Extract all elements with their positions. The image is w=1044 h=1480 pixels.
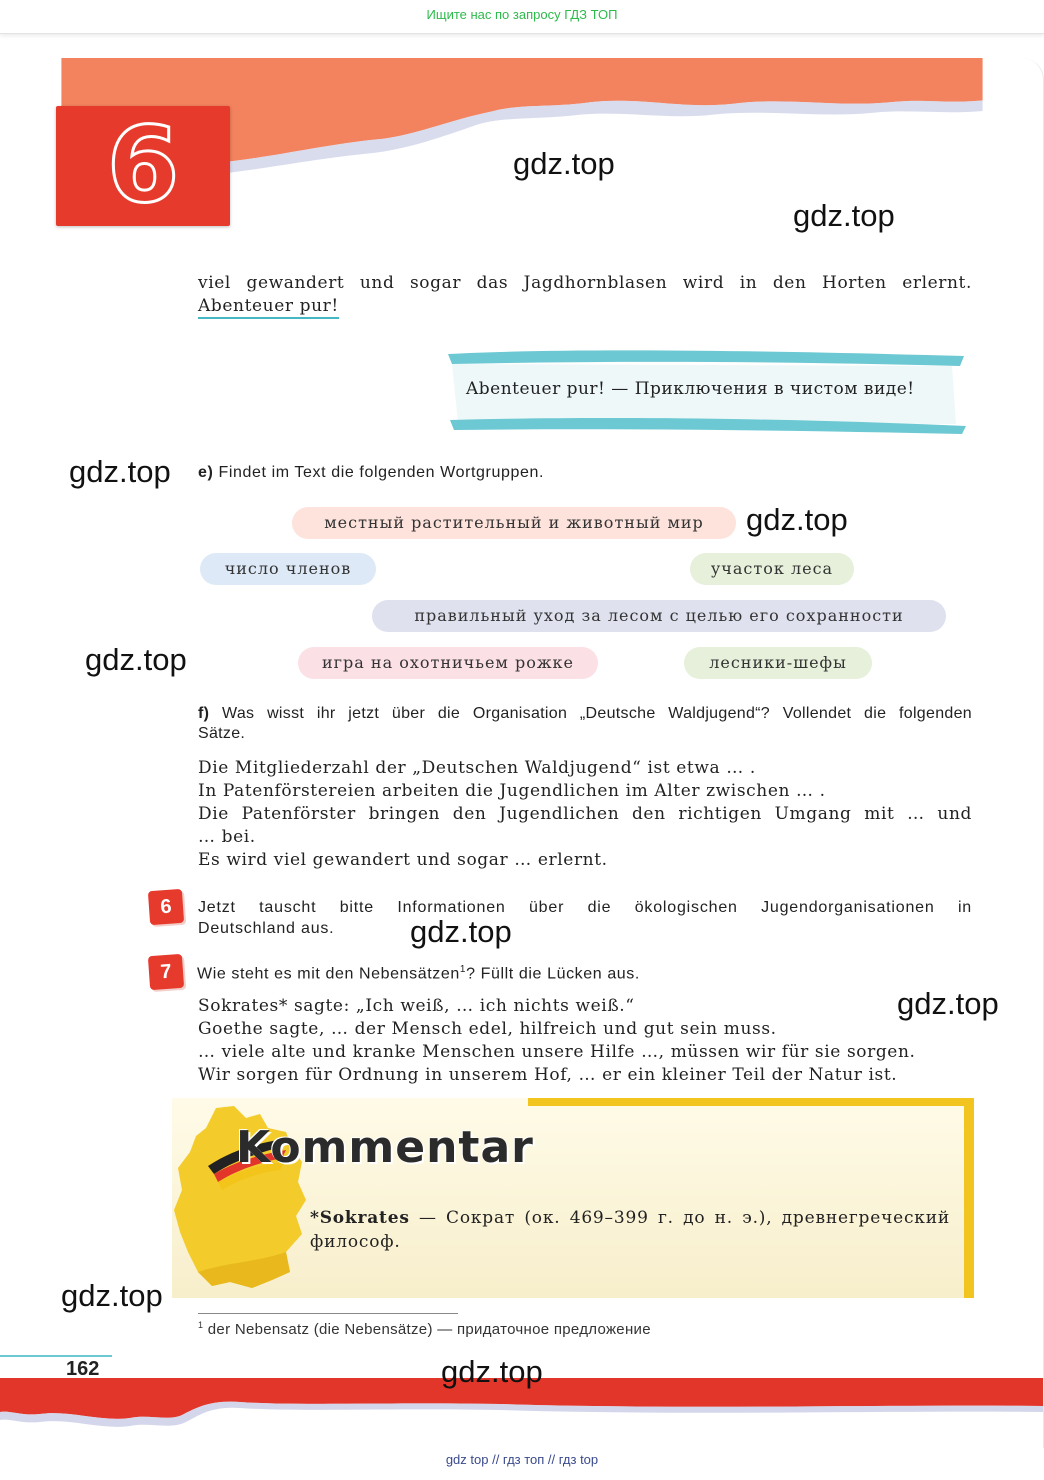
task-f-letter: f) [198,705,210,722]
translation-note [448,351,966,433]
watermark: gdz.top [441,1354,543,1389]
sentence: Die Patenförster bringen den Jugendlichen den richtigen Umgang mit … und [198,804,972,824]
intro-paragraph [198,272,972,318]
chapter-number: 6 [106,104,180,226]
task-f-text-2: Sätze. [198,725,246,742]
translation-note-text: Abenteuer pur! — Приключения в чистом виде! [466,379,915,399]
phrase-pill: участок леса [690,553,854,585]
page-number: 162 [66,1358,100,1380]
task-e-letter: e) [198,464,214,481]
bottom-links[interactable]: gdz top // гдз топ // гдз top [445,1452,599,1467]
top-banner-text: Ищите нас по запросу ГДЗ ТОП [426,7,618,22]
task-f-sentences [198,757,972,872]
kommentar-frame-right [964,1098,974,1298]
sentence: Wir sorgen für Ordnung in unserem Hof, … er ein kleiner Teil der Natur ist. [198,1065,898,1085]
phrase-pill: правильный уход за лесом с целью его сохранности [372,600,946,632]
kommentar-frame-top [528,1098,974,1106]
phrase-pill: игра на охотничьем рожке [298,647,598,679]
task-f-text-1: Was wisst ihr jetzt über die Organisation „Deutsche Waldjugend“? Vollendet die folgenden [222,705,972,722]
exercise-7-text: Wie steht es mit den Nebensätzen [197,965,460,983]
exercise-6-text [198,897,972,939]
phrase-pill: лесники-шефы [684,647,872,679]
footnote-rule [198,1313,458,1314]
footnote-mark: 1 [198,1320,204,1330]
sentence: Sokrates* sagte: „Ich weiß, … ich nichts weiß.“ [198,996,635,1016]
watermark: gdz.top [69,454,171,489]
task-e-text: Findet im Text die folgenden Wortgruppen. [218,464,545,481]
phrase-pill: местный растительный и животный мир [292,507,736,539]
footnote-text: der Nebensatz (die Nebensätze) — придаточное предложение [203,1321,651,1338]
watermark: gdz.top [746,502,848,537]
kommentar-term: *Sokrates [310,1208,410,1228]
kommentar-definition: — Сократ (ок. 469–399 г. до н. э.), древнегреческий философ. [310,1208,950,1252]
watermark: gdz.top [410,914,512,949]
sentence: Die Mitgliederzahl der „Deutschen Waldjugend“ ist etwa … . [198,758,756,778]
sentence: In Patenförstereien arbeiten die Jugendlichen im Alter zwischen … . [198,781,826,801]
top-banner [0,0,1044,34]
intro-line-1: viel gewandert und sogar das Jagdhornblasen wird in den Horten erlernt. [198,273,972,293]
task-e-instruction [198,464,544,482]
kommentar-text [310,1206,950,1254]
textbook-page [0,58,1044,1448]
chapter-number-box [56,106,230,226]
footnote-mark: 1 [459,964,467,975]
exercise-6-line-1: Jetzt tauscht bitte Informationen über die ökologischen Jugendorganisationen in [198,899,972,916]
intro-line-2: Abenteuer pur! [198,296,339,319]
watermark: gdz.top [85,642,187,677]
watermark: gdz.top [897,986,999,1021]
exercise-7-instruction [197,964,640,983]
watermark: gdz.top [513,146,615,181]
watermark: gdz.top [793,198,895,233]
task-f-instruction [198,704,972,744]
sentence: … viele alte und kranke Menschen unsere Hilfe …, müssen wir für sie sorgen. [198,1042,916,1062]
watermark: gdz.top [61,1278,163,1313]
exercise-7-sentences [198,995,972,1087]
exercise-6-badge: 6 [148,889,184,925]
sentence: … bei. [198,827,256,847]
footnote [198,1320,651,1338]
exercise-6-line-2: Deutschland aus. [198,920,335,937]
sentence: Es wird viel gewandert und sogar … erlernt. [198,850,608,870]
phrase-pill: число членов [200,553,376,585]
exercise-7-badge: 7 [148,954,184,990]
kommentar-title: Kommentar [236,1122,534,1173]
exercise-7-text-end: ? Füllt die Lücken aus. [466,965,640,983]
sentence: Goethe sagte, … der Mensch edel, hilfreich und gut sein muss. [198,1019,777,1039]
